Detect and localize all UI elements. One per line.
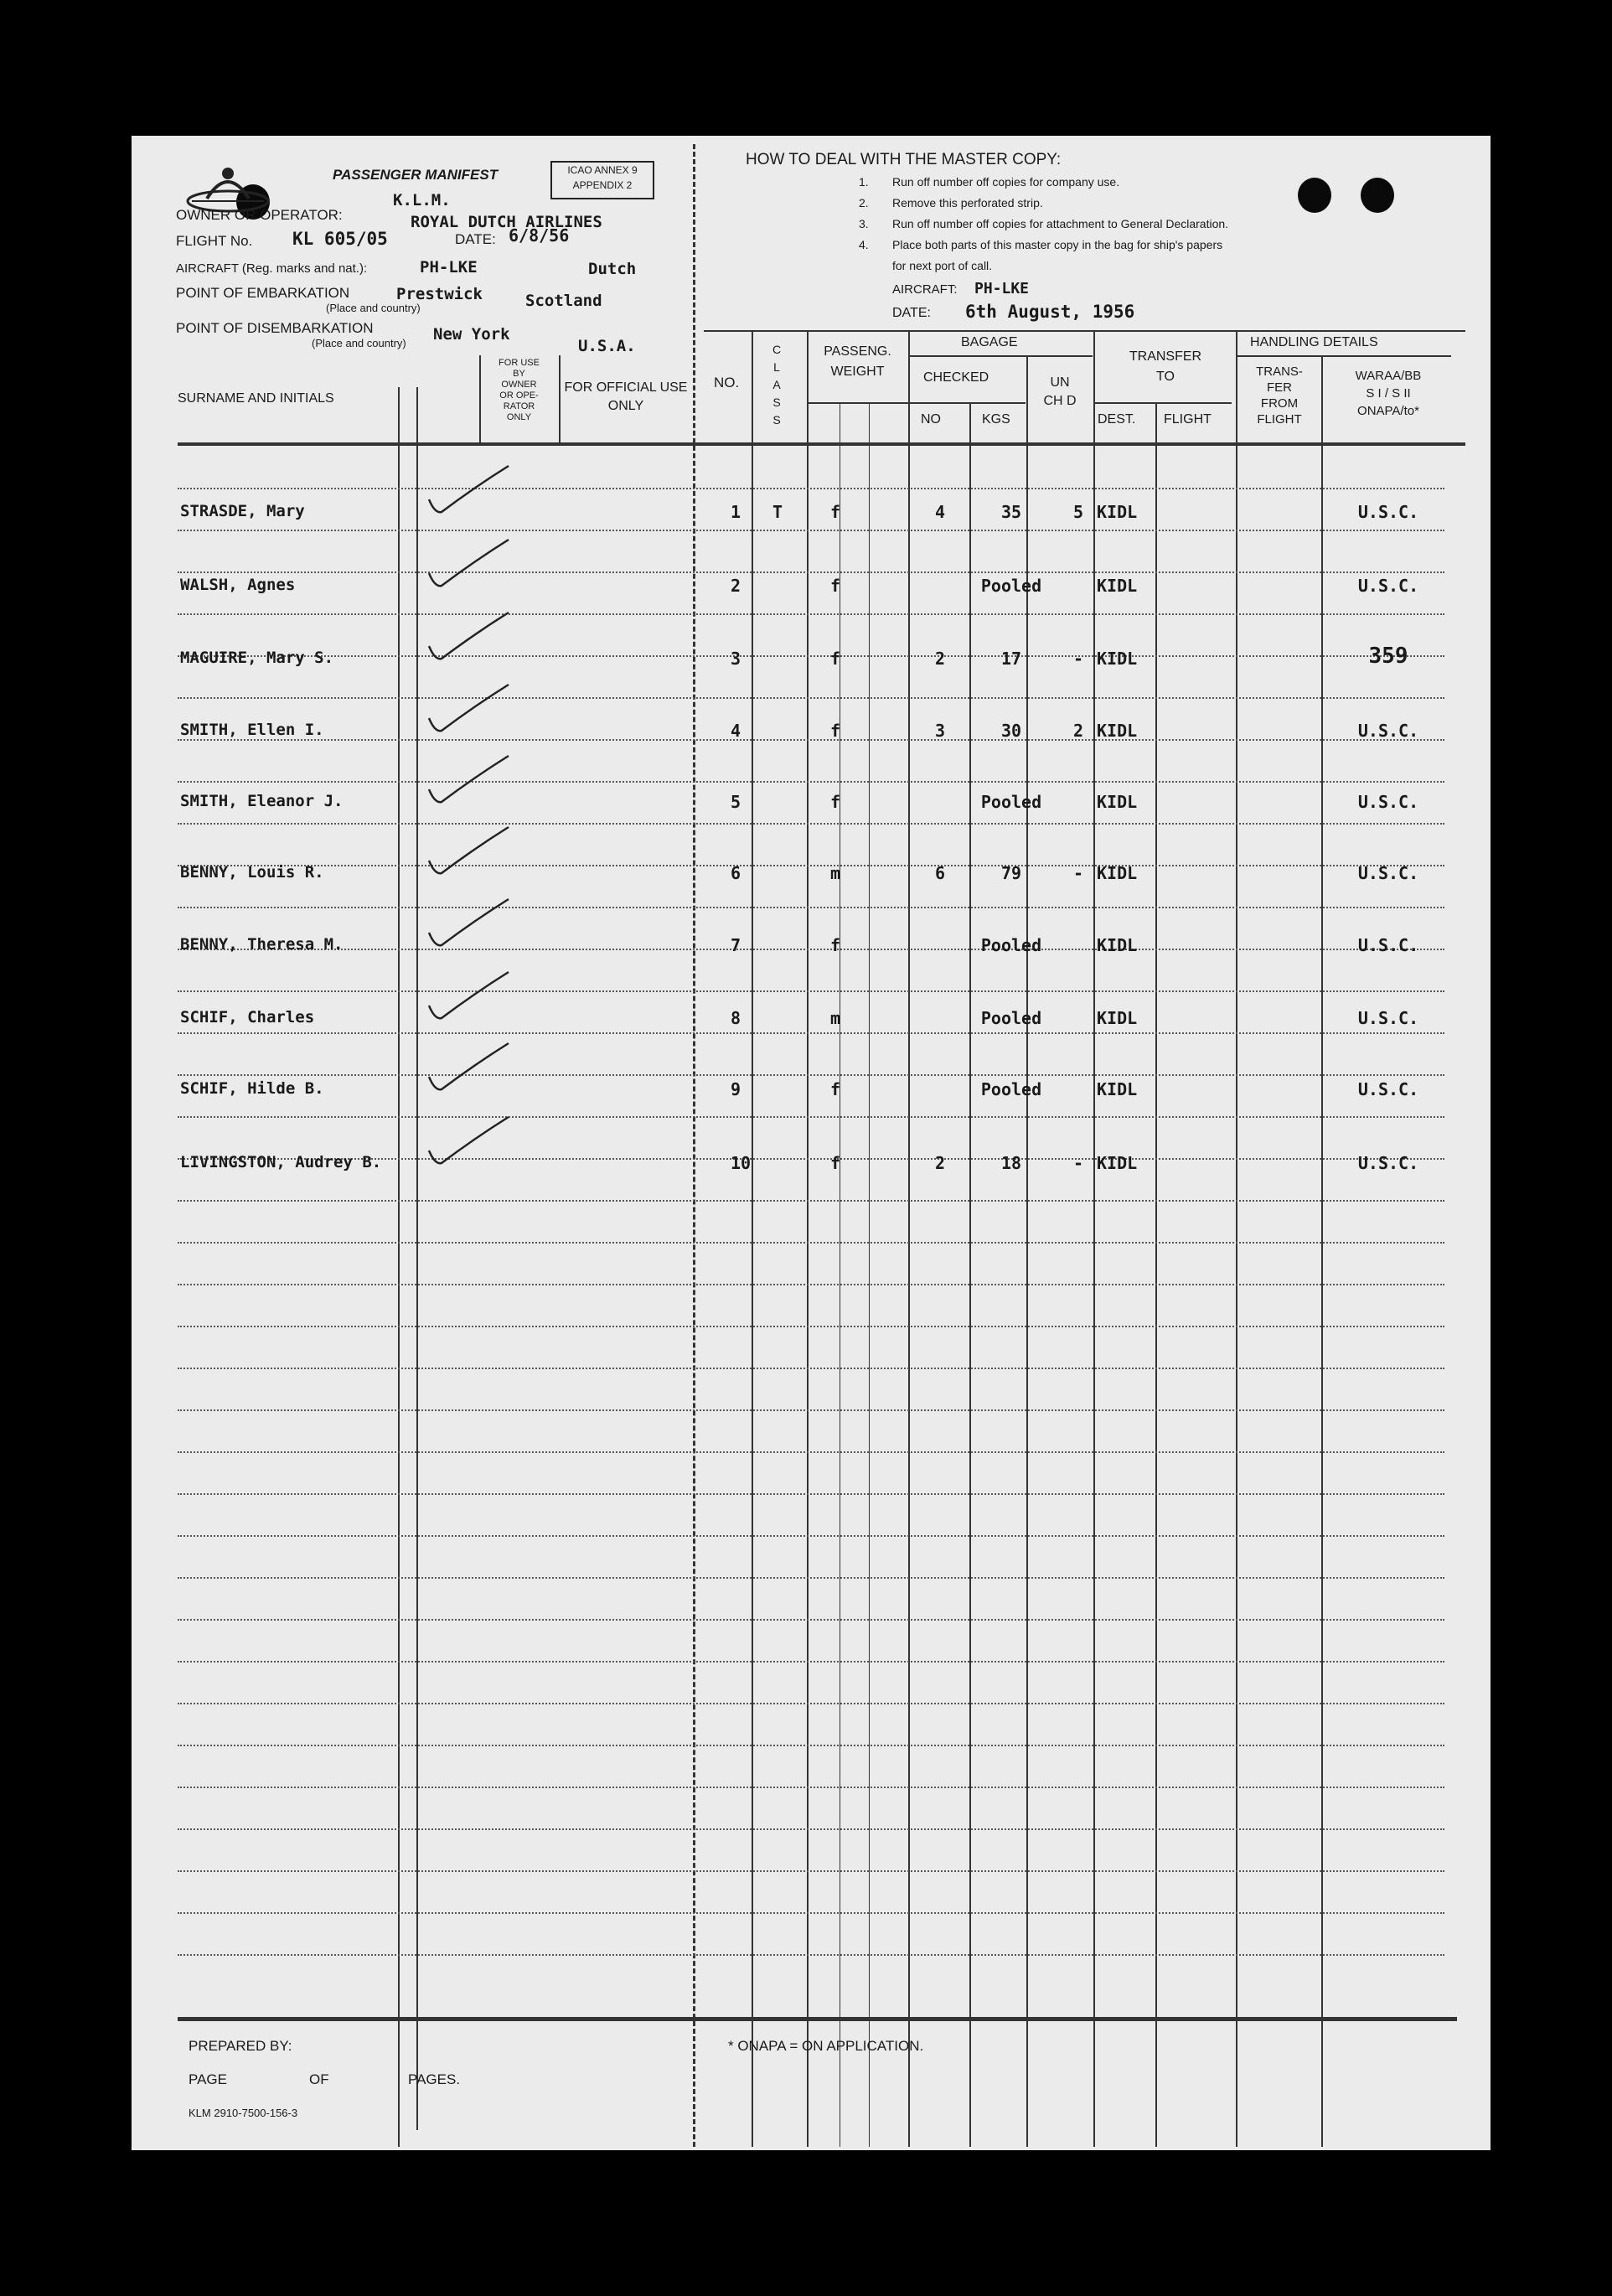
header-surname: SURNAME AND INITIALS: [178, 391, 334, 406]
passenger-sex: m: [829, 1008, 841, 1028]
ruled-line: [178, 1409, 1444, 1411]
icao-appendix: APPENDIX 2: [572, 179, 633, 191]
table-row: [132, 863, 1491, 897]
disembark-label: POINT OF DISEMBARKATION: [176, 320, 374, 336]
of-label: OF: [309, 2071, 329, 2087]
check-mark-icon: [425, 823, 517, 882]
handling-details: U.S.C.: [1357, 863, 1419, 883]
passenger-number: 2: [731, 576, 741, 596]
transfer-destination: KIDL: [1097, 649, 1138, 669]
transfer-destination: KIDL: [1097, 935, 1138, 955]
transfer-destination: KIDL: [1097, 576, 1138, 596]
aircraft-nat: Dutch: [588, 260, 637, 278]
passenger-sex: m: [829, 863, 841, 883]
ruled-line: [178, 1493, 1444, 1495]
unchecked-count: 2: [1072, 721, 1084, 741]
ruled-line: [178, 1828, 1444, 1830]
instruction-text: Run off number off copies for company use.: [892, 175, 1120, 189]
handling-details: 359: [1368, 644, 1408, 669]
check-mark-icon: [425, 968, 517, 1026]
header-checked: CHECKED: [923, 370, 989, 385]
passenger-sex: f: [829, 935, 841, 955]
passenger-name: LIVINGSTON, Audrey B.: [180, 1153, 382, 1171]
bag-kgs: 17: [1000, 649, 1022, 669]
instruction-text: Remove this perforated strip.: [892, 196, 1043, 209]
check-mark-icon: [425, 608, 517, 667]
table-row: [132, 644, 1491, 682]
transfer-destination: KIDL: [1097, 792, 1138, 812]
checked-sub-line: [908, 402, 1026, 404]
instr-date-label: DATE:: [892, 306, 931, 320]
transfer-sub-line: [1095, 402, 1232, 404]
embark-value: Prestwick: [396, 285, 483, 303]
aircraft-value: PH-LKE: [420, 258, 478, 277]
passenger-sex: f: [829, 792, 841, 812]
instruction-text: Run off number off copies for attachment to General Declaration.: [892, 217, 1229, 230]
handling-details: U.S.C.: [1357, 1153, 1419, 1173]
ruled-line: [178, 1912, 1444, 1914]
passenger-class: T: [772, 502, 783, 522]
form-title: PASSENGER MANIFEST: [333, 167, 499, 183]
ruled-line: [178, 488, 1444, 489]
passenger-sex: f: [829, 1153, 841, 1173]
flight-value: KL 605/05: [292, 229, 388, 249]
transfer-destination: KIDL: [1097, 1079, 1138, 1099]
ruled-line: [178, 1535, 1444, 1537]
check-mark-icon: [425, 895, 517, 954]
bag-kgs: Pooled: [980, 1079, 1042, 1099]
handling-details: U.S.C.: [1357, 1079, 1419, 1099]
table-row: [132, 576, 1491, 609]
passenger-name: SCHIF, Charles: [180, 1008, 315, 1026]
icao-annex: ICAO ANNEX 9: [567, 164, 638, 176]
ruled-line: [178, 1954, 1444, 1956]
ruled-line: [178, 1284, 1444, 1285]
handling-details: U.S.C.: [1357, 935, 1419, 955]
ruled-line: [178, 1870, 1444, 1872]
unchecked-count: 5: [1072, 502, 1084, 522]
bag-kgs: Pooled: [980, 792, 1042, 812]
owner-value-name: ROYAL DUTCH AIRLINES: [411, 213, 602, 231]
footer-top-line: [178, 2017, 1457, 2021]
passenger-sex: f: [829, 649, 841, 669]
ruled-line: [178, 1745, 1444, 1746]
ruled-line: [178, 1619, 1444, 1621]
table-row: [132, 1079, 1491, 1113]
instruction-text: Place both parts of this master copy in the bag for ship's papers: [892, 238, 1223, 251]
transfer-destination: KIDL: [1097, 863, 1138, 883]
ruled-line: [178, 1703, 1444, 1704]
bag-count: 2: [934, 649, 946, 669]
ruled-line: [178, 1451, 1444, 1453]
passenger-name: STRASDE, Mary: [180, 502, 305, 520]
ruled-line: [178, 1116, 1444, 1118]
unchecked-count: -: [1072, 649, 1084, 669]
icao-box: [550, 161, 654, 199]
handling-details: U.S.C.: [1357, 1008, 1419, 1028]
header-bag-no: NO: [921, 412, 941, 427]
pages-label: PAGES.: [408, 2071, 461, 2087]
ruled-line: [178, 1074, 1444, 1076]
bag-count: 4: [934, 502, 946, 522]
header-unchd: UN CH D: [1043, 375, 1077, 408]
passenger-sex: f: [829, 502, 841, 522]
ruled-line: [178, 990, 1444, 992]
header-class: C L A S S: [772, 343, 782, 427]
form-number: KLM 2910-7500-156-3: [189, 2107, 298, 2119]
ruled-line: [178, 781, 1444, 783]
prepared-by: PREPARED BY:: [189, 2038, 292, 2054]
header-transfer: TRANSFER TO: [1129, 349, 1202, 384]
header-bottom-line: [178, 442, 1465, 446]
ruled-line: [178, 907, 1444, 908]
flight-label: FLIGHT No.: [176, 233, 253, 249]
handling-sub-line: [1237, 355, 1451, 357]
passenger-number: 1: [731, 502, 741, 522]
ruled-line: [178, 1368, 1444, 1369]
instruction-num: 1.: [859, 175, 869, 189]
ruled-line: [178, 571, 1444, 573]
header-dest: DEST.: [1098, 412, 1136, 427]
ruled-line: [178, 1242, 1444, 1244]
header-transfer-from: TRANS- FER FROM FLIGHT: [1256, 365, 1303, 427]
instr-date-value: 6th August, 1956: [965, 302, 1135, 322]
header-top-line: [704, 330, 1465, 332]
onapa-note: * ONAPA = ON APPLICATION.: [728, 2038, 924, 2054]
handling-details: U.S.C.: [1357, 792, 1419, 812]
header-official: FOR OFFICIAL USE ONLY: [564, 380, 688, 413]
instr-aircraft-value: PH-LKE: [974, 280, 1030, 297]
bag-kgs: Pooled: [980, 1008, 1042, 1028]
embark-country: Scotland: [525, 292, 602, 310]
col-line: [1026, 355, 1028, 2147]
header-kgs: KGS: [982, 412, 1010, 427]
header-waraa: WARAA/BB S I / S II ONAPA/to*: [1355, 369, 1422, 418]
table-row: [132, 1008, 1491, 1042]
disembark-country: U.S.A.: [578, 337, 636, 355]
instructions-title: HOW TO DEAL WITH THE MASTER COPY:: [746, 151, 1062, 168]
embark-sub: (Place and country): [326, 302, 421, 314]
bagage-sub-line: [908, 355, 1093, 357]
passenger-name: BENNY, Theresa M.: [180, 935, 344, 954]
transfer-destination: KIDL: [1097, 721, 1138, 741]
col-line: [1321, 355, 1323, 2147]
header-no: NO.: [714, 375, 740, 390]
table-row: [132, 1153, 1491, 1187]
passenger-number: 10: [731, 1153, 752, 1173]
transfer-destination: KIDL: [1097, 1153, 1138, 1173]
passenger-name: BENNY, Louis R.: [180, 863, 324, 882]
bag-kgs: 35: [1000, 502, 1022, 522]
handling-details: U.S.C.: [1357, 721, 1419, 741]
header-bagage: BAGAGE: [961, 335, 1018, 349]
aircraft-label: AIRCRAFT (Reg. marks and nat.):: [176, 261, 368, 276]
embark-label: POINT OF EMBARKATION: [176, 285, 350, 301]
header-flight: FLIGHT: [1164, 412, 1212, 427]
bag-count: 3: [934, 721, 946, 741]
ruled-line: [178, 697, 1444, 699]
bag-kgs: 79: [1000, 863, 1022, 883]
owner-value-klm: K.L.M.: [393, 191, 451, 209]
check-mark-icon: [425, 462, 517, 520]
bag-kgs: Pooled: [980, 935, 1042, 955]
bag-kgs: 18: [1000, 1153, 1022, 1173]
passenger-number: 4: [731, 721, 741, 741]
passenger-number: 6: [731, 863, 741, 883]
passenger-name: SMITH, Eleanor J.: [180, 792, 344, 810]
instruction-num: 4.: [859, 238, 869, 251]
page-label: PAGE: [189, 2071, 227, 2087]
passenger-sex: f: [829, 1079, 841, 1099]
date-value: 6/8/56: [509, 225, 570, 246]
date-label: DATE:: [455, 231, 496, 247]
ruled-line: [178, 1787, 1444, 1788]
ruled-line: [178, 1577, 1444, 1579]
passenger-sex: f: [829, 576, 841, 596]
ruled-line: [178, 1326, 1444, 1327]
table-row: [132, 721, 1491, 754]
passenger-name: SCHIF, Hilde B.: [180, 1079, 324, 1098]
header-owner-use: FOR USE BY OWNER OR OPE- RATOR ONLY: [499, 358, 540, 422]
bag-kgs: Pooled: [980, 576, 1042, 596]
punch-hole: [1361, 178, 1394, 213]
manifest-sheet: [132, 136, 1491, 2150]
owner-label: OWNER OR OPERATOR:: [176, 207, 343, 223]
header-passeng: PASSENG. WEIGHT: [824, 344, 891, 379]
ruled-line: [178, 1661, 1444, 1663]
disembark-sub: (Place and country): [312, 337, 406, 349]
table-row: [132, 502, 1491, 535]
handling-details: U.S.C.: [1357, 576, 1419, 596]
passenger-name: WALSH, Agnes: [180, 576, 296, 594]
passenger-name: SMITH, Ellen I.: [180, 721, 324, 739]
passenger-sex: f: [829, 721, 841, 741]
instruction-text-cont: for next port of call.: [892, 259, 993, 272]
handling-details: U.S.C.: [1357, 502, 1419, 522]
passenger-number: 9: [731, 1079, 741, 1099]
passenger-number: 7: [731, 935, 741, 955]
transfer-destination: KIDL: [1097, 502, 1138, 522]
table-row: [132, 935, 1491, 969]
passenger-number: 3: [731, 649, 741, 669]
ruled-line: [178, 1200, 1444, 1202]
unchecked-count: -: [1072, 863, 1084, 883]
passenger-number: 8: [731, 1008, 741, 1028]
check-mark-icon: [425, 1039, 517, 1098]
bag-count: 6: [934, 863, 946, 883]
punch-hole: [1298, 178, 1331, 213]
ruled-line: [178, 613, 1444, 615]
header-handling: HANDLING DETAILS: [1250, 335, 1378, 349]
passenger-number: 5: [731, 792, 741, 812]
check-mark-icon: [425, 535, 517, 594]
passenger-name: MAGUIRE, Mary S.: [180, 649, 334, 667]
disembark-value: New York: [433, 325, 510, 344]
instr-aircraft-label: AIRCRAFT:: [892, 282, 958, 297]
unchecked-count: -: [1072, 1153, 1084, 1173]
bag-count: 2: [934, 1153, 946, 1173]
table-row: [132, 792, 1491, 825]
instruction-num: 2.: [859, 196, 869, 209]
bag-kgs: 30: [1000, 721, 1022, 741]
check-mark-icon: [425, 680, 517, 739]
check-mark-icon: [425, 1113, 517, 1171]
passeng-sub-line: [807, 402, 908, 404]
check-mark-icon: [425, 752, 517, 810]
transfer-destination: KIDL: [1097, 1008, 1138, 1028]
instruction-num: 3.: [859, 217, 869, 230]
